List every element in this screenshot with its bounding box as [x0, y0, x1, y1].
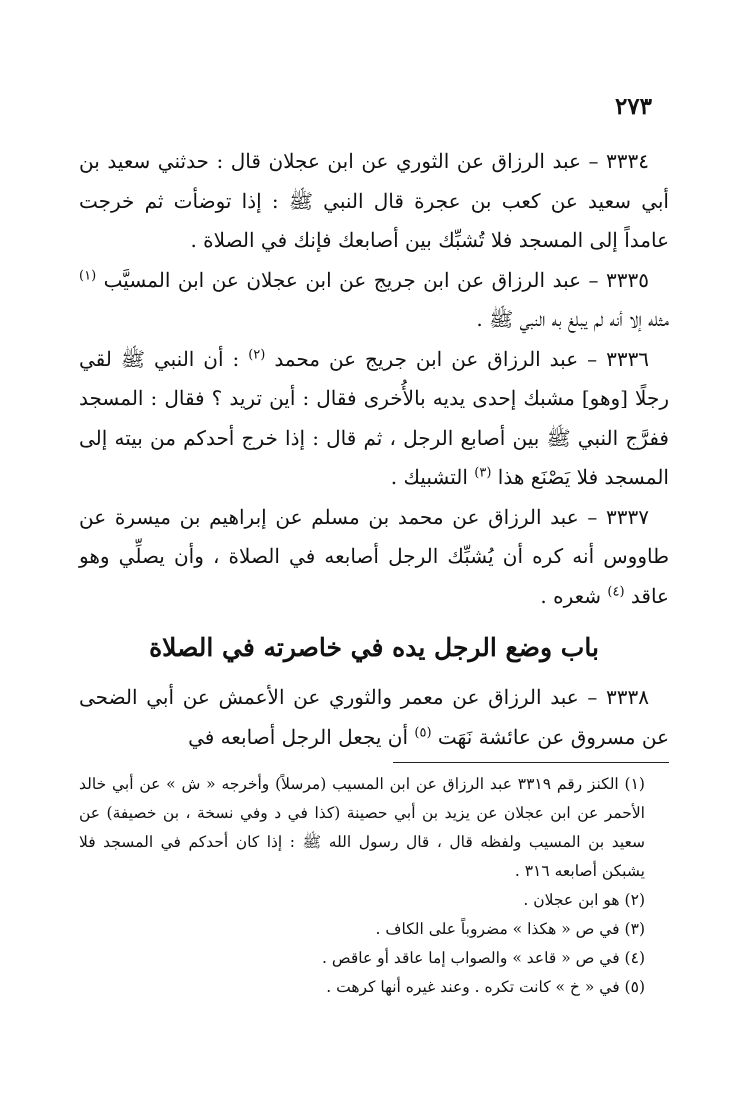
dash: – — [578, 504, 598, 529]
hadith-number: ٣٣٣٥ — [606, 267, 650, 292]
hadith-3336 — [79, 340, 669, 498]
hadith-text: مثله إلا أنه لم يبلغ به النبي ﷺ . — [476, 307, 669, 331]
footnote-mark: (٣) — [624, 920, 645, 938]
footnote-text: الكنز رقم ٣٣١٩ عبد الرزاق عن ابن المسيب (مرسلاً) وأخرجه « ش » عن أبي خالد الأحمر عن ابن عجلان عن يزيد بن أبي حصينة (كذا في د وفي نسخة ، بن خصيفة) عن سعيد بن المسيب ولفظه قال ، قال رسول الله ﷺ : إذا كان أحدكم في المسجد فلا يشبكن أصابعه ٣١٦ . — [79, 775, 645, 880]
hadith-3335 — [79, 261, 669, 340]
dash: – — [581, 267, 599, 292]
footnote-mark: (٤) — [624, 949, 645, 967]
footnote-text: في « خ » كانت تكره . وعند غيره أنها كرهت . — [326, 978, 620, 996]
hadith-text: : أن النبي ﷺ لقي رجلًا [وهو] مشبك إحدى يديه بالأُخرى فقال : أين تريد ؟ فقال : المسجد ففرَّج النبي ﷺ بين أصابع الرجل ، ثم قال : إذا خرج أحدكم من بيته إلى المسجد فلا يَصْنَع هذا — [79, 346, 669, 489]
hadith-text: عبد الرزاق عن ابن جريج عن محمد — [274, 346, 579, 371]
dash: – — [578, 346, 598, 371]
footnote-1 — [79, 770, 669, 886]
footnote-ref-3[interactable]: (٣) — [474, 465, 492, 481]
footnote-text: في ص « قاعد » والصواب إما عاقد أو عاقص . — [321, 949, 620, 967]
dash: – — [580, 149, 599, 173]
footnote-5 — [79, 973, 669, 1002]
page-number: ٢٧٣ — [614, 93, 652, 120]
footnote-text: هو ابن عجلان . — [523, 891, 620, 909]
hadith-text: عبد الرزاق عن معمر والثوري عن الأعمش عن أبي الضحى عن مسروق عن عائشة نَهَت — [79, 685, 669, 749]
dash: – — [578, 685, 598, 709]
hadith-3337 — [79, 498, 669, 617]
footnote-mark: (٢) — [624, 891, 645, 909]
hadith-number: ٣٣٣٤ — [606, 149, 649, 173]
hadith-number: ٣٣٣٨ — [606, 685, 649, 709]
main-text — [79, 142, 669, 757]
hadith-text: أن يجعل الرجل أصابعه في — [188, 724, 409, 749]
footnote-ref-4[interactable]: (٤) — [607, 583, 625, 599]
footnote-ref-5[interactable]: (٥) — [414, 724, 432, 740]
footnote-mark: (٥) — [624, 978, 645, 996]
footnote-ref-1[interactable]: (١) — [79, 267, 97, 283]
hadith-number: ٣٣٣٧ — [606, 504, 649, 529]
footnote-mark: (١) — [624, 775, 645, 793]
footnote-divider — [393, 762, 669, 763]
hadith-3338 — [79, 678, 669, 757]
hadith-text: عبد الرزاق عن محمد بن مسلم عن إبراهيم بن ميسرة عن طاووس أنه كره أن يُشبِّك الرجل أصابعه في الصلاة ، وأن يصلِّي وهو عاقد — [79, 504, 669, 608]
chapter-title: باب وضع الرجل يده في خاصرته في الصلاة — [149, 633, 599, 662]
footnotes — [79, 770, 669, 1002]
footnote-2 — [79, 886, 669, 915]
hadith-3334 — [79, 142, 669, 261]
footnote-3 — [79, 915, 669, 944]
hadith-number: ٣٣٣٦ — [606, 346, 650, 371]
hadith-text: شعره . — [540, 583, 602, 608]
hadith-text: التشبيك . — [390, 465, 468, 489]
footnote-4 — [79, 944, 669, 973]
footnote-text: في ص « هكذا » مضروباً على الكاف . — [375, 920, 620, 938]
hadith-text: عبد الرزاق عن الثوري عن ابن عجلان قال : حدثني سعيد بن أبي سعيد عن كعب بن عجرة قال النبي ﷺ : إذا توضأت ثم خرجت عامداً إلى المسجد فلا تُشبِّك بين أصابعك فإنك في الصلاة . — [79, 149, 669, 252]
hadith-text: عبد الرزاق عن ابن جريج عن ابن عجلان عن ابن المسيَّب — [103, 267, 582, 292]
footnote-ref-2[interactable]: (٢) — [248, 346, 266, 362]
